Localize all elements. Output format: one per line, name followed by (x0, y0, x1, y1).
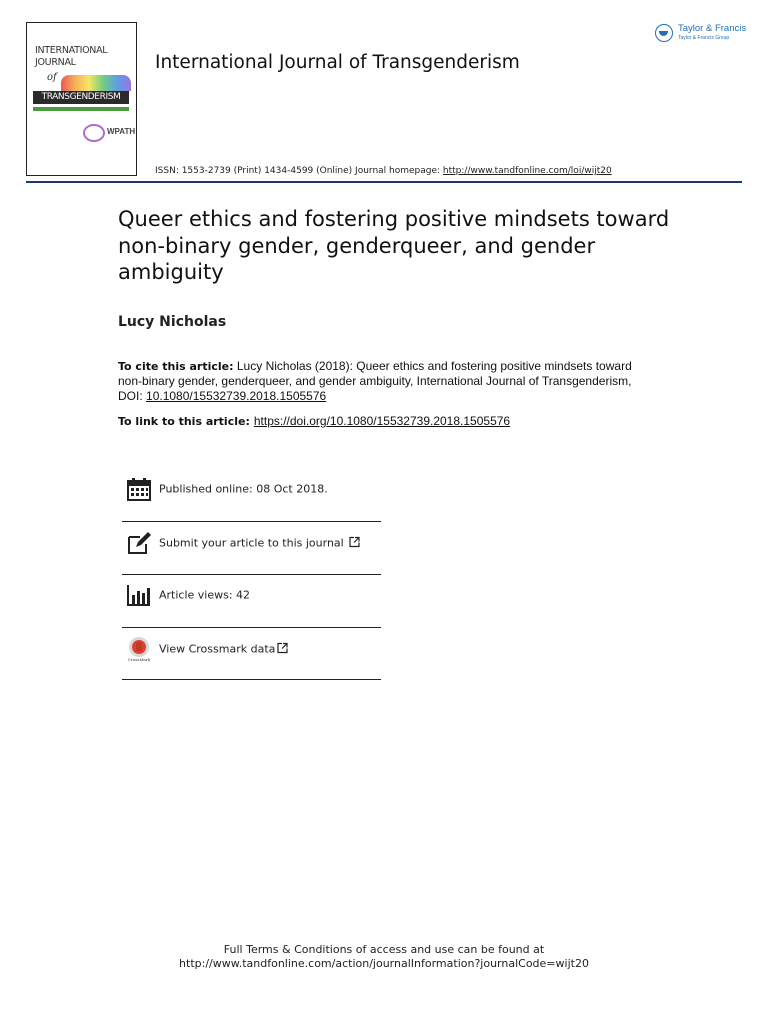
publisher-name: Taylor & Francis (678, 23, 747, 34)
article-link-block (118, 414, 510, 428)
article-views-text: Article views: 42 (159, 588, 251, 601)
submit-article-label: Submit your article to this journal (159, 536, 344, 549)
publisher-logo (655, 22, 750, 46)
crossmark-text (159, 642, 288, 655)
external-link-icon (277, 642, 288, 653)
published-online-text: Published online: 08 Oct 2018. (159, 482, 328, 495)
crossmark-label: View Crossmark data (159, 642, 276, 655)
footer-line2[interactable]: http://www.tandfonline.com/action/journalInformation?journalCode=wijt20 (179, 957, 589, 970)
publisher-logo-icon (655, 24, 673, 42)
cover-rainbow (61, 75, 131, 91)
cover-stripe (33, 107, 129, 111)
cover-title-line1: INTERNATIONAL (35, 45, 108, 56)
published-online-row (122, 462, 381, 515)
cover-rings-icon (83, 124, 105, 142)
edit-icon (126, 530, 152, 556)
issn-text: ISSN: 1553-2739 (Print) 1434-4599 (Online) Journal homepage: (155, 166, 443, 176)
calendar-icon (126, 476, 152, 502)
cover-title-of: of (47, 72, 57, 83)
cite-label: To cite this article: (118, 360, 234, 373)
footer-terms (0, 943, 768, 971)
submit-article-text (159, 536, 360, 549)
link-label: To link to this article: (118, 415, 250, 428)
bar-chart-icon (126, 582, 152, 608)
cite-doi-link[interactable]: 10.1080/15532739.2018.1505576 (146, 389, 327, 403)
cover-title-line2: JOURNAL (35, 57, 76, 68)
publisher-group: Taylor & Francis Group (678, 35, 730, 41)
external-link-icon (349, 536, 360, 547)
citation-block (118, 359, 658, 404)
article-author: Lucy Nicholas (118, 314, 227, 330)
article-title: Queer ethics and fostering positive mindsets toward non-binary gender, genderqueer, and gender ambiguity (118, 207, 670, 284)
journal-cover-image (26, 22, 137, 176)
footer-line1: Full Terms & Conditions of access and use can be found at (223, 943, 545, 956)
crossmark-row[interactable] (122, 622, 381, 675)
cite-text: Lucy Nicholas (2018): Queer ethics and fostering positive mindsets toward non-binary gender, genderqueer, and gender ambiguity, International Journal of Transgenderism, DOI: (118, 359, 632, 403)
article-views-row (122, 568, 381, 621)
info-divider (122, 679, 381, 680)
crossmark-icon-label: CrossMark (127, 656, 151, 662)
cover-wpath-logo: WPATH (107, 127, 136, 136)
crossmark-icon (126, 636, 152, 662)
cover-title-line3: TRANSGENDERISM (33, 91, 129, 104)
submit-article-row[interactable] (122, 516, 381, 569)
journal-homepage-link[interactable]: http://www.tandfonline.com/loi/wijt20 (442, 166, 612, 176)
article-doi-link[interactable]: https://doi.org/10.1080/15532739.2018.1505576 (253, 414, 511, 428)
journal-title: International Journal of Transgenderism (155, 52, 520, 73)
header-divider (26, 181, 742, 183)
issn-line (155, 166, 612, 176)
